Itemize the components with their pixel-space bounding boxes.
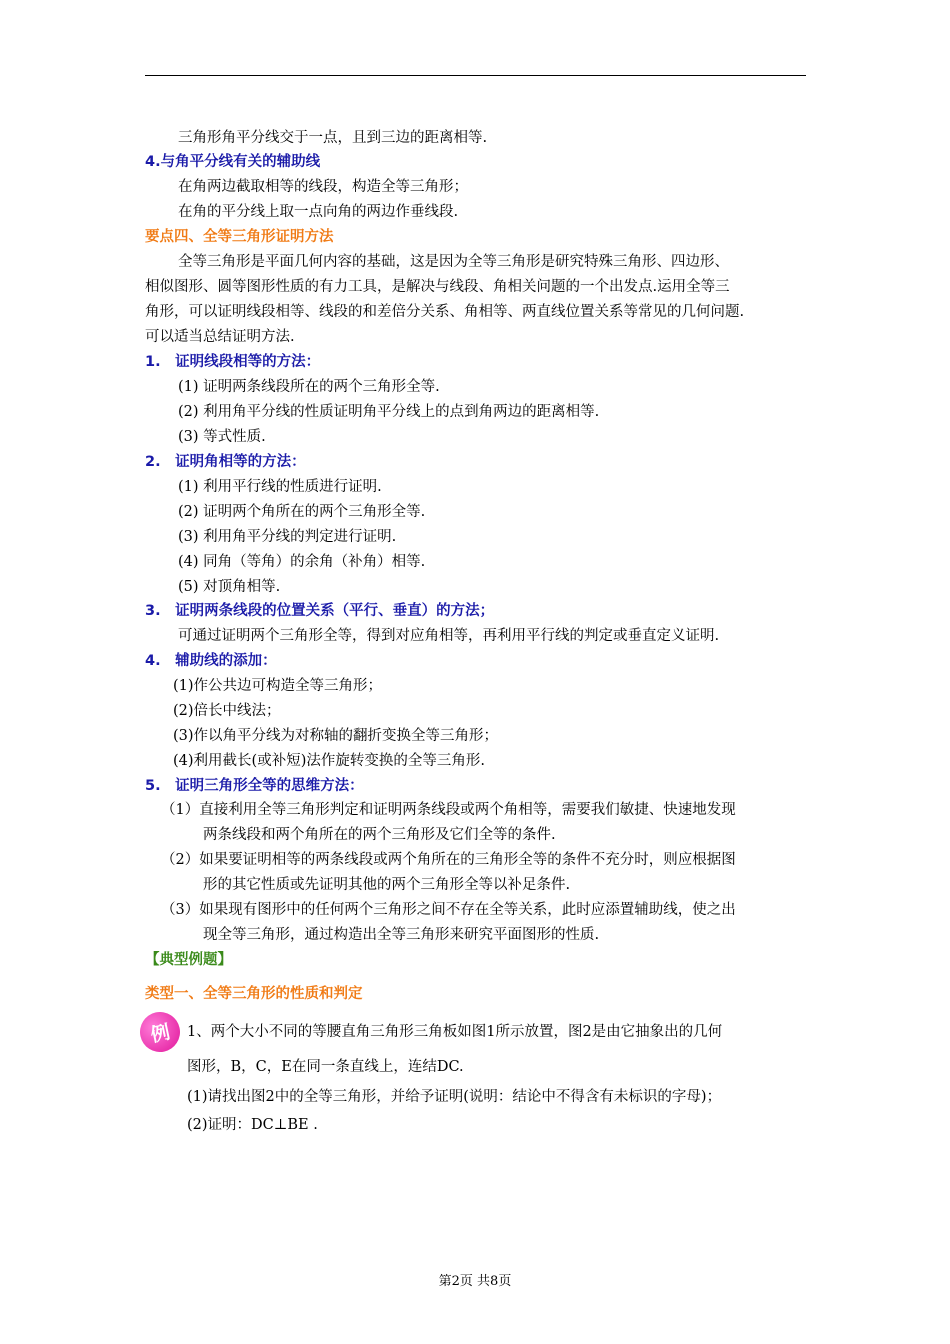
paragraph-line: 全等三角形是平面几何内容的基础，这是因为全等三角形是研究特殊三角形、四边形、 — [178, 254, 729, 270]
list-item: （3）如果现有图形中的任何两个三角形之间不存在全等关系，此时应添置辅助线，使之出 — [161, 902, 736, 918]
section-heading-examples: 【典型例题】 — [145, 952, 232, 968]
example-question: (2)证明：DC⊥BE . — [187, 1117, 318, 1133]
text-line: 可通过证明两个三角形全等，得到对应角相等，再利用平行线的判定或垂直定义证明. — [178, 628, 720, 644]
list-item: (3) 利用角平分线的判定进行证明. — [178, 529, 397, 545]
section-heading: 要点四、全等三角形证明方法 — [145, 229, 334, 245]
text-line: 在角两边截取相等的线段，构造全等三角形； — [178, 179, 468, 195]
list-item: (5) 对顶角相等. — [178, 579, 281, 595]
example-text: 1、两个大小不同的等腰直角三角形三角板如图1所示放置，图2是由它抽象出的几何 — [187, 1024, 723, 1040]
page-footer: 第2页 共8页 — [438, 1274, 512, 1289]
list-item-continuation: 形的其它性质或先证明其他的两个三角形全等以补足条件. — [203, 877, 571, 893]
example-badge-icon: 例 — [136, 1008, 183, 1055]
list-item-continuation: 现全等三角形，通过构造出全等三角形来研究平面图形的性质. — [203, 927, 600, 943]
header-rule — [145, 75, 806, 76]
paragraph-line: 可以适当总结证明方法. — [145, 329, 295, 345]
list-item: (1) 利用平行线的性质进行证明. — [178, 479, 382, 495]
subheading: 4.与角平分线有关的辅助线 — [145, 154, 321, 170]
list-item: （2）如果要证明相等的两条线段或两个角所在的三角形全等的条件不充分时，则应根据图 — [161, 852, 736, 868]
subheading: 5. 证明三角形全等的思维方法： — [145, 778, 364, 794]
paragraph-line: 相似图形、圆等图形性质的有力工具，是解决与线段、角相关问题的一个出发点.运用全等三 — [145, 279, 730, 295]
list-item: (4) 同角（等角）的余角（补角）相等. — [178, 554, 426, 570]
list-item: (2)倍长中线法； — [173, 703, 281, 719]
section-heading-type: 类型一、全等三角形的性质和判定 — [145, 986, 363, 1002]
list-item-continuation: 两条线段和两个角所在的两个三角形及它们全等的条件. — [203, 827, 556, 843]
example-text: 图形，B，C，E在同一条直线上，连结DC. — [187, 1059, 464, 1075]
list-item: (4)利用截长(或补短)法作旋转变换的全等三角形. — [173, 753, 485, 769]
subheading: 4. 辅助线的添加： — [145, 653, 277, 669]
list-item: (1)作公共边可构造全等三角形； — [173, 678, 383, 694]
list-item: (2) 利用角平分线的性质证明角平分线上的点到角两边的距离相等. — [178, 404, 600, 420]
subheading: 2. 证明角相等的方法： — [145, 454, 306, 470]
subheading: 1. 证明线段相等的方法： — [145, 354, 321, 370]
text-line: 三角形角平分线交于一点，且到三边的距离相等. — [178, 130, 488, 146]
text-line: 在角的平分线上取一点向角的两边作垂线段. — [178, 204, 459, 220]
example-question: (1)请找出图2中的全等三角形，并给予证明(说明：结论中不得含有未标识的字母)； — [187, 1089, 722, 1105]
list-item: (3) 等式性质. — [178, 429, 266, 445]
subheading: 3. 证明两条线段的位置关系（平行、垂直）的方法； — [145, 603, 495, 619]
list-item: (1) 证明两条线段所在的两个三角形全等. — [178, 379, 440, 395]
paragraph-line: 角形，可以证明线段相等、线段的和差倍分关系、角相等、两直线位置关系等常见的几何问题. — [145, 304, 745, 320]
list-item: (2) 证明两个角所在的两个三角形全等. — [178, 504, 426, 520]
list-item: （1）直接利用全等三角形判定和证明两条线段或两个角相等，需要我们敏捷、快速地发现 — [161, 802, 736, 818]
list-item: (3)作以角平分线为对称轴的翻折变换全等三角形； — [173, 728, 499, 744]
